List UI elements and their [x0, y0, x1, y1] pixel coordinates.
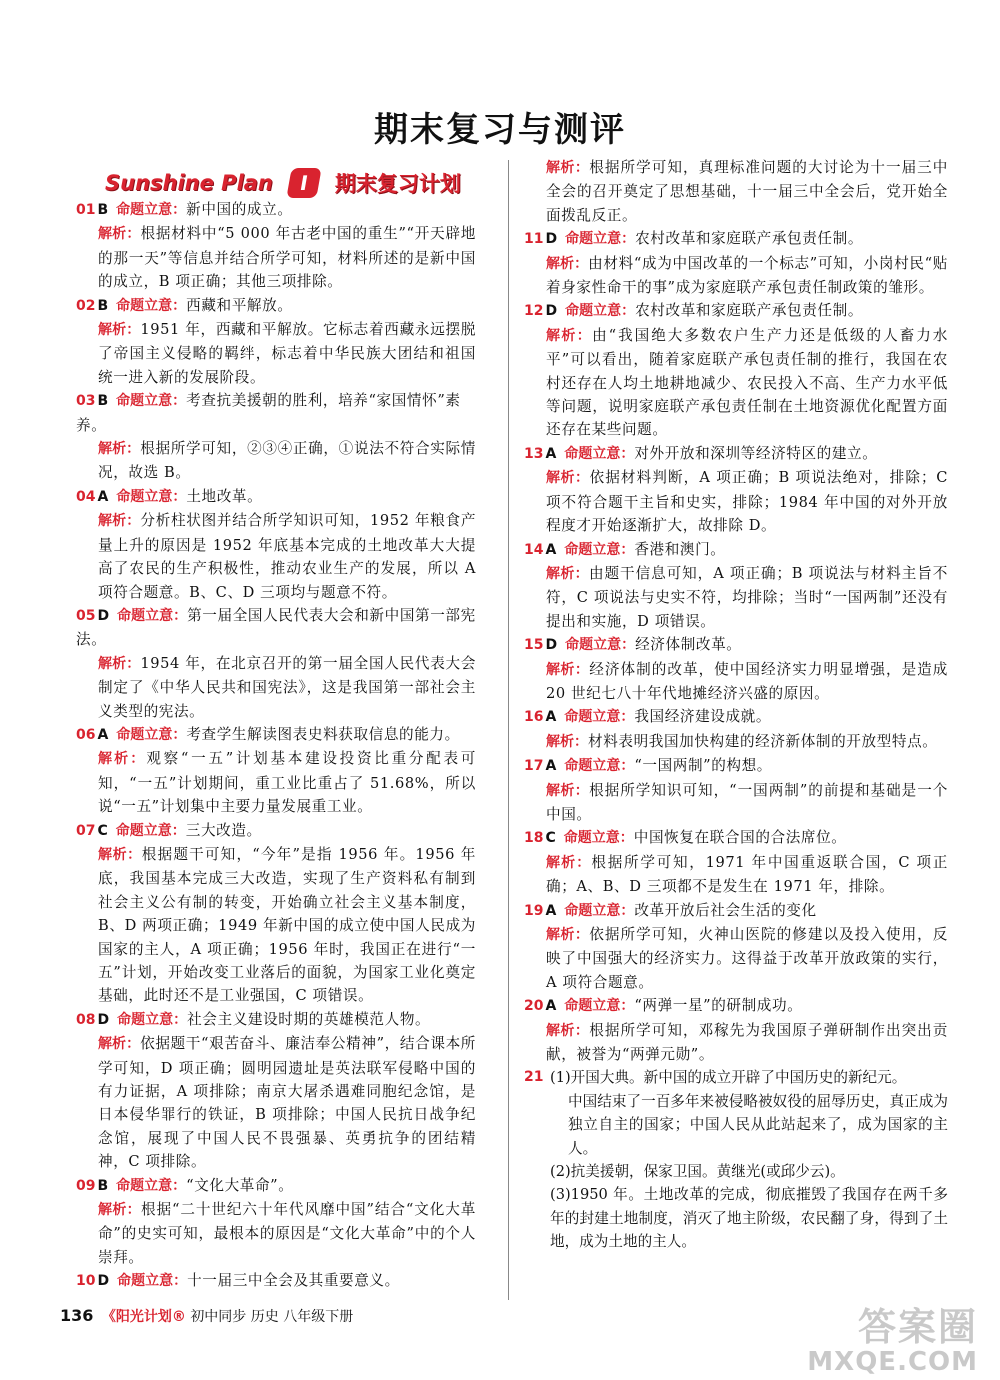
answer-letter: A: [545, 758, 557, 775]
topic-label: 命题立意：: [565, 303, 636, 320]
answer-letter: A: [545, 541, 557, 558]
question-number: 14: [524, 541, 544, 558]
analysis-text: 根据所学可知，②③④正确，①说法不符合实际情况，故选 B。: [98, 440, 477, 482]
answer-letter: B: [97, 393, 109, 410]
left-column: [76, 198, 476, 1294]
answer-entry: [524, 899, 948, 995]
answer-letter: D: [97, 1273, 110, 1290]
topic-text: 改革开放后社会生活的变化: [634, 901, 817, 919]
topic-label: 命题立意：: [117, 607, 188, 624]
topic-label: 命题立意：: [116, 488, 187, 505]
analysis-text: 经济体制的改革，使中国经济实力明显增强，是造成 20 世纪七八十年代地摊经济兴盛的原因。: [546, 660, 948, 702]
answer-letter: D: [545, 303, 558, 320]
answer-entry: [524, 538, 948, 634]
answer-entry: [76, 604, 476, 723]
answer-letter: C: [97, 822, 108, 839]
topic-text: “两弹一星”的研制成功。: [634, 997, 803, 1015]
answer-entry: [76, 723, 476, 819]
answer-letter: B: [97, 297, 109, 314]
topic-label: 命题立意：: [564, 902, 635, 919]
topic-label: 命题立意：: [564, 709, 635, 726]
topic-text: 社会主义建设时期的英雄模范人物。: [187, 1010, 431, 1028]
topic-text: 我国经济建设成就。: [634, 708, 772, 726]
answer-entry: [76, 819, 476, 1008]
analysis-label: 解析：: [98, 1202, 141, 1219]
book-info: 初中同步 历史 八年级下册: [190, 1309, 354, 1325]
analysis-label: 解析：: [98, 846, 142, 863]
answer-letter: C: [545, 830, 556, 847]
analysis-label: 解析：: [98, 751, 147, 768]
analysis-label: 解析：: [546, 927, 590, 943]
question-number: 16: [524, 709, 544, 726]
answer-entry: [76, 1269, 476, 1293]
analysis-label: 解析：: [98, 441, 141, 458]
topic-text: 考查抗美援朝的胜利，培养“家国情怀”素养。: [76, 392, 461, 434]
answer-letter: A: [97, 488, 109, 505]
q21-part-2: (2)抗美援朝，保家卫国。黄继光(或邱少云)。: [550, 1163, 845, 1181]
topic-label: 命题立意：: [116, 297, 187, 314]
watermark: [807, 1296, 978, 1377]
question-number: 05: [76, 607, 96, 624]
watermark-en: MXQE.COM: [807, 1347, 978, 1377]
topic-label: 命题立意：: [116, 726, 187, 743]
watermark-cn: 答案圈: [857, 1305, 978, 1349]
answer-letter: A: [545, 709, 557, 726]
page-number: 136: [60, 1306, 94, 1325]
question-number: 01: [76, 202, 96, 218]
analysis-text: 1954 年，在北京召开的第一届全国人民代表大会制定了《中华人民共和国宪法》，这是我国第一部社会主义类型的宪法。: [98, 654, 477, 720]
answer-entry-10-analysis: [524, 156, 948, 227]
answer-entry: [76, 1174, 476, 1270]
question-number: 11: [524, 231, 544, 248]
answer-entry: [76, 294, 476, 390]
answer-letter: D: [545, 231, 558, 248]
answer-letter: D: [97, 1011, 110, 1028]
answer-entry: [76, 198, 476, 294]
analysis-label: 解析：: [546, 160, 590, 176]
analysis-label: 解析：: [546, 782, 590, 799]
right-answer-list: [524, 227, 948, 1066]
question-number: 06: [76, 726, 96, 743]
topic-label: 命题立意：: [564, 541, 635, 558]
analysis-label: 解析：: [546, 661, 590, 678]
topic-text: 经济体制改革。: [635, 636, 742, 654]
topic-text: 考查学生解读图表史料获取信息的能力。: [186, 725, 460, 743]
analysis-text: 1951 年，西藏和平解放。它标志着西藏永远摆脱了帝国主义侵略的羁绊，标志着中华民族大团结和祖国统一进入新的发展阶段。: [98, 321, 477, 386]
page-footer: [60, 1306, 353, 1326]
topic-text: 新中国的成立。: [186, 201, 293, 218]
analysis-label: 解析：: [98, 655, 141, 672]
analysis-label: 解析：: [546, 565, 589, 582]
plan-badge: I: [286, 168, 321, 198]
topic-label: 命题立意：: [564, 758, 635, 775]
question-number: 17: [524, 758, 544, 775]
topic-text: “文化大革命”。: [186, 1176, 294, 1194]
answer-entry: [76, 485, 476, 604]
question-number: 19: [524, 902, 544, 919]
topic-label: 命题立意：: [115, 822, 186, 839]
answer-entry-21: [524, 1066, 948, 1253]
analysis-label: 解析：: [546, 255, 589, 272]
analysis-text: 根据所学可知，1971 年中国重返联合国，C 项正确；A、B、D 三项都不是发生在 1971 年，排除。: [546, 853, 948, 896]
analysis-text: 根据“二十世纪六十年代风靡中国”结合“文化大革命”的史实可知，最根本的原因是“文化大革命”中的个人崇拜。: [98, 1201, 476, 1266]
answer-letter: A: [545, 902, 557, 919]
plan-label: Sunshine Plan: [105, 171, 273, 195]
page-title: 期末复习与测评: [374, 110, 626, 150]
topic-label: 命题立意：: [563, 830, 634, 847]
topic-label: 命题立意：: [565, 231, 636, 248]
question-number: 10: [76, 1273, 96, 1290]
topic-text: 农村改革和家庭联产承包责任制。: [635, 302, 864, 320]
topic-text: 十一届三中全会及其重要意义。: [187, 1272, 400, 1290]
question-number: 21: [524, 1069, 544, 1086]
analysis-label: 解析：: [98, 322, 141, 339]
analysis-label: 解析：: [98, 1036, 141, 1053]
analysis-text: 由题干信息可知，A 项正确；B 项说法与材料主旨不符，C 项说法与史实不符，均排除；当时“一国两制”还没有提出和实施，D 项错误。: [546, 564, 948, 630]
question-number: 03: [76, 393, 96, 410]
answer-letter: A: [97, 726, 109, 743]
analysis-label: 解析：: [546, 733, 588, 750]
question-number: 12: [524, 303, 544, 320]
answer-letter: A: [545, 445, 557, 462]
analysis-label: 解析：: [98, 513, 141, 530]
plan-subtitle: 期末复习计划: [334, 172, 461, 196]
q21-part-1: (1)开国大典。新中国的成立开辟了中国历史的新纪元。: [550, 1069, 907, 1087]
topic-text: 三大改造。: [185, 821, 262, 839]
analysis-label: 解析：: [546, 327, 593, 344]
answer-entry: [76, 389, 476, 485]
analysis-text: 观察“一五”计划基本建设投资比重分配表可知，“一五”计划期间，重工业比重占了 51.68%，所以说“一五”计划集中主要力量发展重工业。: [98, 750, 476, 816]
answer-entry: [524, 442, 948, 538]
topic-label: 命题立意：: [117, 1011, 188, 1028]
topic-label: 命题立意：: [564, 998, 635, 1015]
question-number: 20: [524, 998, 544, 1015]
question-number: 08: [76, 1011, 96, 1028]
question-number: 15: [524, 637, 544, 654]
topic-label: 命题立意：: [117, 1273, 188, 1290]
question-number: 07: [76, 822, 96, 839]
topic-label: 命题立意：: [116, 202, 187, 218]
topic-text: 对外开放和深圳等经济特区的建立。: [634, 444, 878, 462]
question-number: 13: [524, 445, 544, 462]
answer-letter: D: [545, 637, 558, 654]
answer-letter: B: [97, 202, 109, 218]
question-number: 09: [76, 1177, 96, 1194]
analysis-label: 解析：: [98, 226, 141, 243]
analysis-text: 根据题干可知，“今年”是指 1956 年。1956 年底，我国基本完成三大改造，实现了生产资料私有制到社会主义公有制的转变，开始确立社会主义基本制度，B、D 两项正确；1949 年新中国的成立使中国人民成为国家的主人，A 项正确；1956 年时，我国正在进行“一五”计划，开始改变工业落后的面貌，为国家工业化奠定基础，此时还不是工业强国，C 项错误。: [98, 845, 476, 1005]
topic-text: 西藏和平解放。: [186, 296, 293, 314]
analysis-text: 由材料“成为中国改革的一个标志”可知，小岗村民“贴着身家性命干的事”成为家庭联产承包责任制政策的雏形。: [546, 254, 948, 297]
topic-text: 土地改革。: [186, 487, 263, 505]
answer-entry: [524, 705, 948, 754]
analysis-text: 根据材料中“5 000 年古老中国的重生”“开天辟地的那一天”等信息并结合所学可知，材料所述的是新中国的成立，B 项正确；其他三项排除。: [98, 225, 477, 291]
analysis-label: 解析：: [546, 470, 590, 487]
answer-entry: [524, 633, 948, 705]
right-column: [524, 156, 948, 1254]
topic-text: 农村改革和家庭联产承包责任制。: [635, 230, 864, 248]
analysis-text: 根据所学可知，真理标准问题的大讨论为十一届三中全会的召开奠定了思想基础，十一届三中全会后，党开始全面拨乱反正。: [546, 159, 948, 224]
topic-label: 命题立意：: [565, 637, 636, 654]
topic-text: 香港和澳门。: [634, 540, 726, 558]
topic-text: 第一届全国人民代表大会和新中国第一部宪法。: [76, 606, 476, 649]
topic-label: 命题立意：: [116, 393, 187, 410]
analysis-text: 根据所学可知，邓稼先为我国原子弹研制作出突出贡献，被誉为“两弹元勋”。: [546, 1021, 948, 1064]
analysis-text: 根据所学知识可知，“一国两制”的前提和基础是一个中国。: [546, 781, 948, 823]
plan-banner: [105, 166, 461, 200]
answer-letter: B: [97, 1177, 109, 1194]
question-number: 18: [524, 830, 544, 847]
answer-entry: [524, 826, 948, 898]
analysis-text: 材料表明我国加快构建的经济新体制的开放型特点。: [588, 732, 938, 750]
answer-entry: [524, 299, 948, 441]
topic-text: 中国恢复在联合国的合法席位。: [633, 829, 847, 847]
answer-entry: [524, 994, 948, 1066]
analysis-label: 解析：: [546, 854, 592, 871]
column-divider: [508, 160, 509, 1300]
answer-entry: [524, 227, 948, 299]
analysis-text: 依据题干“艰苦奋斗、廉洁奉公精神”，结合课本所学可知，D 项正确；圆明园遗址是英法联军侵略中国的有力证据，A 项排除；南京大屠杀遇难同胞纪念馆，是日本侵华罪行的铁证，B 项排除；中国人民抗日战争纪念馆，展现了中国人民不畏强暴、英勇抗争的团结精神，C 项排除。: [98, 1035, 477, 1171]
analysis-text: 由“我国绝大多数农户生产力还是低级的人畜力水平”可以看出，随着家庭联产承包责任制的推行，我国在农村还存在人均土地耕地减少、农民投入不高、生产力水平低等问题，说明家庭联产承包责任制在土地资源优化配置方面还存在某些问题。: [546, 326, 948, 439]
topic-label: 命题立意：: [564, 445, 635, 462]
answer-entry: [76, 1008, 476, 1174]
analysis-text: 依据所学可知，火神山医院的修建以及投入使用，反映了中国强大的经济实力。这得益于改革开放政策的实行，A 项符合题意。: [546, 926, 948, 991]
answer-letter: A: [545, 998, 557, 1015]
question-number: 02: [76, 297, 96, 314]
q21-part-1-cont: 中国结束了一百多年来被侵略被奴役的屈辱历史，真正成为独立自主的国家；中国人民从此站起来了，成为国家的主人。: [568, 1092, 948, 1157]
analysis-label: 解析：: [546, 1022, 590, 1039]
topic-text: “一国两制”的构想。: [634, 757, 773, 775]
answer-letter: D: [97, 607, 110, 624]
analysis-text: 分析柱状图并结合所学知识可知，1952 年粮食产量上升的原因是 1952 年底基本完成的土地改革大大提高了农民的生产积极性，推动农业生产的发展，所以 A 项符合题意。B、C、D 三项均与题意不符。: [98, 512, 477, 601]
question-number: 04: [76, 488, 96, 505]
analysis-text: 依据材料判断，A 项正确；B 项说法绝对，排除；C 项不符合题干主旨和史实，排除；1984 年中国的对外开放程度才开始逐渐扩大，故排除 D。: [546, 469, 949, 535]
q21-part-3: (3)1950 年。土地改革的完成，彻底摧毁了我国存在两千多年的封建土地制度，消灭了地主阶级，农民翻了身，得到了土地，成为土地的主人。: [550, 1186, 948, 1251]
topic-label: 命题立意：: [116, 1177, 187, 1194]
answer-entry: [524, 754, 948, 826]
brand-name: 《阳光计划®: [101, 1309, 186, 1325]
